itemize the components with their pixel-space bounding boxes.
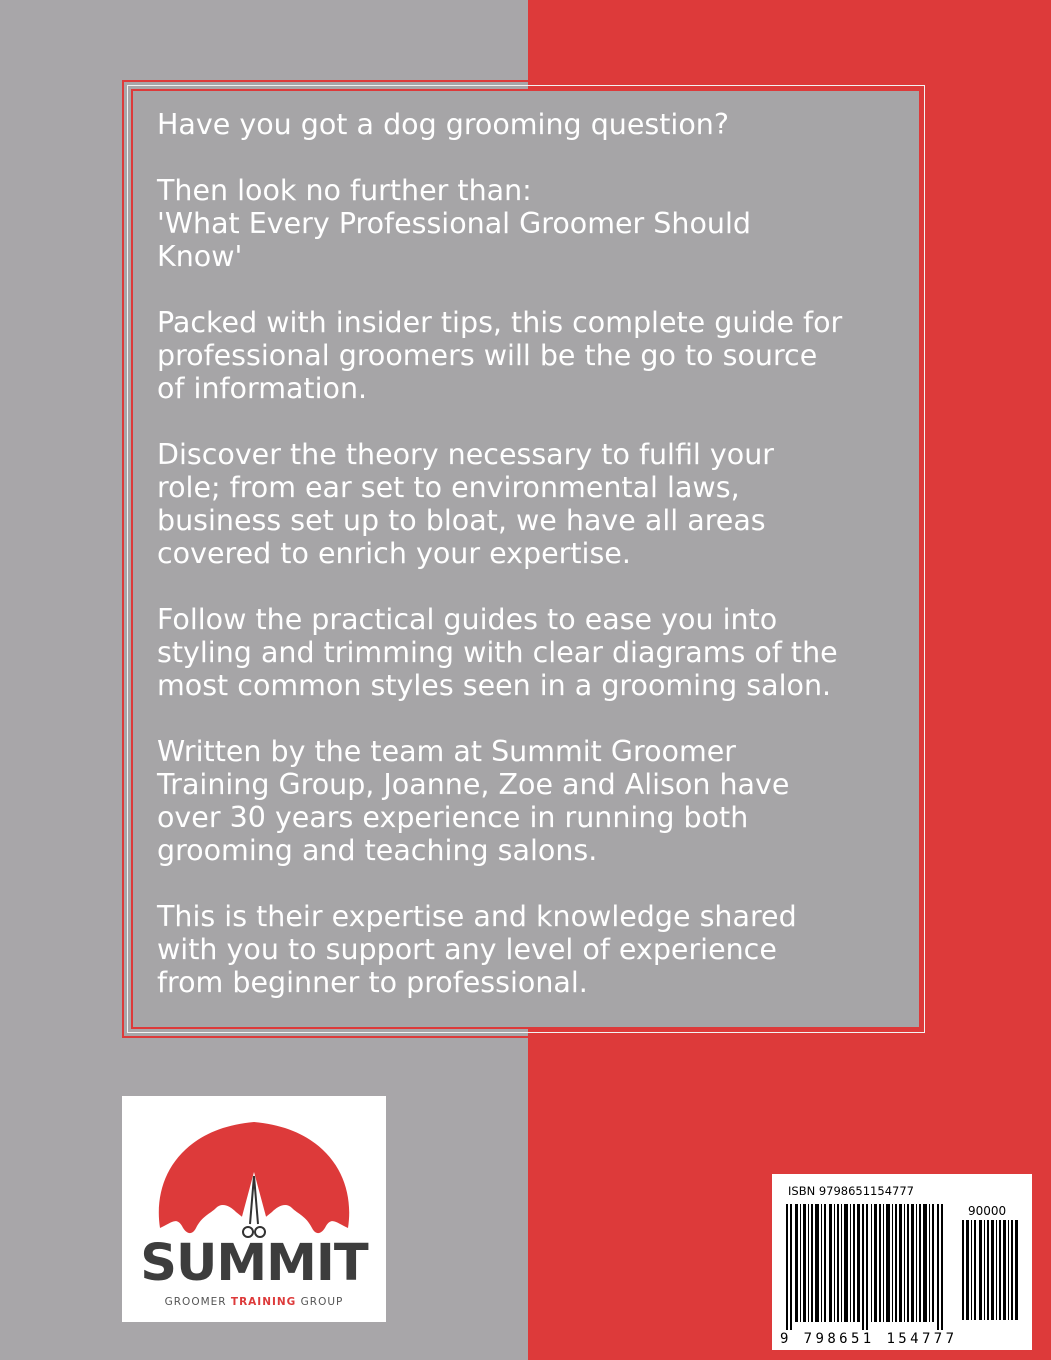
logo-tagline	[122, 1296, 386, 1308]
barcode-digits: 9 798651 154777	[780, 1331, 958, 1347]
blurb-line: grooming and teaching salons.	[157, 834, 598, 867]
blurb-line: with you to support any level of experience	[157, 933, 777, 966]
price-code: 90000	[968, 1204, 1007, 1218]
blurb-line: Then look no further than:	[157, 174, 532, 207]
isbn-label: ISBN 9798651154777	[788, 1184, 914, 1198]
tagline-text: GROOMER	[164, 1296, 231, 1308]
tagline-text: GROUP	[296, 1296, 344, 1308]
blurb-line: Know'	[157, 240, 243, 273]
blurb-paragraph	[157, 900, 907, 999]
blurb-paragraph	[157, 735, 907, 867]
blurb-line: Have you got a dog grooming question?	[157, 108, 729, 141]
blurb-line: most common styles seen in a grooming salon.	[157, 669, 832, 702]
blurb-paragraph	[157, 174, 907, 273]
logo-wordmark: SUMMIT	[140, 1234, 368, 1293]
mountain-with-scissors-icon	[122, 1096, 386, 1246]
blurb-line: over 30 years experience in running both	[157, 801, 749, 834]
add-on-barcode	[962, 1220, 1022, 1320]
blurb-paragraph	[157, 108, 907, 141]
blurb-line: business set up to bloat, we have all areas	[157, 504, 766, 537]
isbn-barcode	[772, 1174, 1032, 1350]
blurb-line: styling and trimming with clear diagrams of the	[157, 636, 838, 669]
blurb-line: Written by the team at Summit Groomer	[157, 735, 736, 768]
blurb-line: This is their expertise and knowledge shared	[157, 900, 797, 933]
back-cover-blurb	[157, 108, 907, 1032]
blurb-line: from beginner to professional.	[157, 966, 588, 999]
blurb-line: Discover the theory necessary to fulfil your	[157, 438, 774, 471]
blurb-line: covered to enrich your expertise.	[157, 537, 631, 570]
blurb-line: role; from ear set to environmental laws,	[157, 471, 740, 504]
blurb-line: professional groomers will be the go to source	[157, 339, 818, 372]
summit-logo	[122, 1096, 386, 1322]
tagline-accent: TRAINING	[230, 1296, 297, 1308]
blurb-line: Training Group, Joanne, Zoe and Alison have	[157, 768, 790, 801]
blurb-paragraph	[157, 603, 907, 702]
main-barcode	[786, 1204, 946, 1334]
blurb-paragraph	[157, 438, 907, 570]
blurb-line: 'What Every Professional Groomer Should	[157, 207, 751, 240]
blurb-line: Packed with insider tips, this complete guide for	[157, 306, 843, 339]
blurb-line: Follow the practical guides to ease you into	[157, 603, 778, 636]
blurb-paragraph	[157, 306, 907, 405]
blurb-line: of information.	[157, 372, 368, 405]
